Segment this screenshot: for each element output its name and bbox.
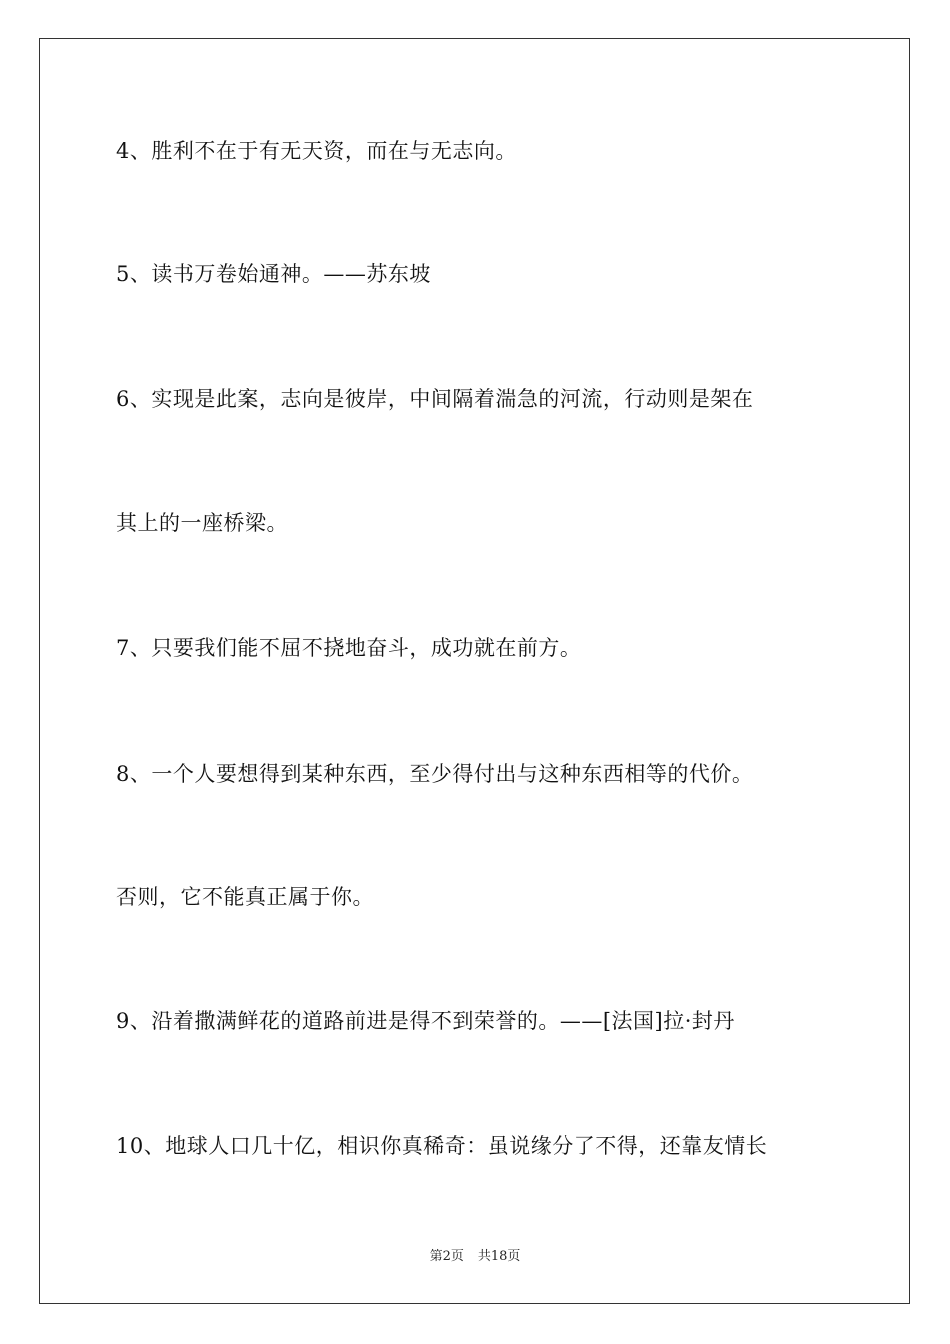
quote-line-4: 4、胜利不在于有无天资，而在与无志向。	[116, 139, 517, 163]
quote-line-6-continued: 其上的一座桥梁。	[116, 511, 288, 535]
quote-line-5: 5、读书万卷始通神。——苏东坡	[116, 262, 431, 286]
quote-line-9: 9、沿着撒满鲜花的道路前进是得不到荣誉的。——[法国]拉·封丹	[116, 1009, 735, 1033]
page-number-current: 第2页	[429, 1249, 464, 1264]
quote-line-8-continued: 否则，它不能真正属于你。	[116, 885, 374, 909]
quote-line-8: 8、一个人要想得到某种东西，至少得付出与这种东西相等的代价。	[116, 762, 754, 786]
quote-line-6: 6、实现是此案，志向是彼岸，中间隔着湍急的河流，行动则是架在	[116, 387, 754, 411]
page-number-total: 共18页	[477, 1249, 521, 1264]
quote-line-10: 10、地球人口几十亿，相识你真稀奇：虽说缘分了不得，还靠友情长	[116, 1134, 768, 1158]
page-footer	[0, 1248, 950, 1266]
page-border	[39, 38, 910, 1304]
quote-line-7: 7、只要我们能不屈不挠地奋斗，成功就在前方。	[116, 636, 582, 660]
